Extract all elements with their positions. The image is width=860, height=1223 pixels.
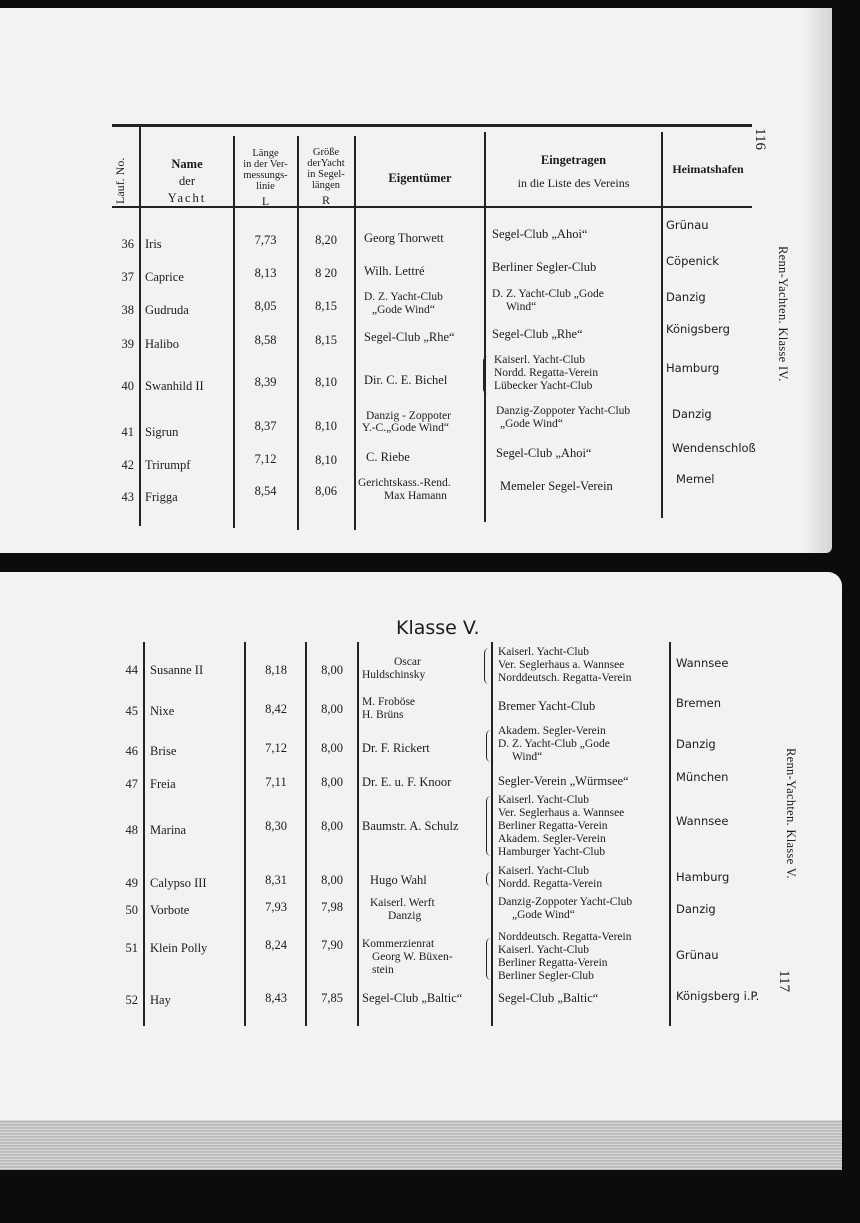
header-laenge: Länge in der Ver- messungs- linie L (243, 148, 288, 209)
header-groesse: Größe derYacht in Segel- längen R (307, 147, 345, 208)
side-header-bottom: Renn-Yachten. Klasse V. (784, 748, 798, 879)
page-number-116: 116 (752, 128, 768, 150)
page-117: Klasse V. Renn-Yachten. Klasse V. 117 44 Susanne II 8,18 8,00 Oscar Huldschinsky Kaiserl. Yacht-Club Ver. Seglerhaus a. Wannsee Norddeutsch. Regatta-Verein Wannsee 45 Nixe 8,42 8,00 M. Froböse H. Brüns Bremer Yacht-Club Bremen 46 Brise 7,12 8,00 Dr. F. Rickert Akadem. Segler-Verein D. Z. Yacht-Club „Gode Wind“ Danzig 47 Freia 7,11 8,00 Dr. E. u. F. Knoor Segler-Verein „Würmsee“ München 48 Marina 8,30 8,00 Baumstr. A. Schulz Kaiserl. Yacht-Club Ver. Seglerhaus a. Wannsee Berliner Regatta-Verein Akadem. Segler-Verein Hamburger Yacht-Club Wannsee 49 Calypso III 8,31 8,00 Hugo Wahl Kaiserl. Yacht-Club Nordd. Regatta-Verein Hamburg 50 Vorbote 7,93 7,98 Kaiserl. Werft Danzig Danzig-Zoppoter Yacht-Club „Gode Wind“ Danzig 51 Klein Polly 8,24 7,90 Kommerzienrat Georg W. Büxen- stein Norddeutsch. Regatta-Verein Kaiserl. Yacht-Club Berliner Regatta-Verein Berliner Segler-Club Grünau 52 Hay 8,43 7,85 Segel-Club „Baltic“ Segel-Club „Baltic“ Königsberg i.P. (0, 572, 842, 1127)
header-eingetragen: Eingetragen in die Liste des Vereins (517, 153, 630, 191)
top-rule (112, 124, 752, 127)
book-page-edges (0, 1120, 842, 1170)
header-heimatshafen: Heimatshafen (672, 162, 744, 176)
header-name: Name der Yacht (167, 157, 207, 205)
page-116: 116 Renn-Yachten. Klasse IV. Lauf. No. Name der Yacht Länge in der Ver- messungs- linie L Größe derYacht in Segel- längen R Eigentümer Eingetragen in die Liste des Vereins Heimatshafen 36 Iris 7,73 8,20 Georg Thorwett Segel-Club „Ahoi“ Grünau 37 Caprice 8,13 8 20 Wilh. Lettré Berliner Segler-Club Cöpenick 38 Gudruda 8,05 8,15 D. Z. Yacht-Club „Gode Wind“ D. Z. Yacht-Club „Gode Wind“ Danzig 39 Halibo 8,58 8,15 Segel-Club „Rhe“ Segel-Club „Rhe“ Königsberg 40 Swanhild II 8,39 8,10 Dir. C. E. Bichel Kaiserl. Yacht-Club Nordd. Regatta-Verein Lübecker Yacht-Club Hamburg 41 Sigrun 8,37 8,10 Danzig - Zoppoter Y.-C.„Gode Wind“ Danzig-Zoppoter Yacht-Club „Gode Wind“ Danzig 42 Trirumpf 7,12 8,10 C. Riebe Segel-Club „Ahoi“ Wendenschloß 43 Frigga 8,54 8,06 Gerichtskass.-Rend. Max Hamann Memeler Segel-Verein Memel (0, 8, 832, 553)
page-number-117: 117 (776, 970, 792, 992)
side-header-top: Renn-Yachten. Klasse IV. (776, 246, 790, 382)
section-title: Klasse V. (396, 617, 480, 639)
header-eigentuemer: Eigentümer (388, 171, 452, 185)
header-lauf-no: Lauf. No. (113, 157, 127, 204)
